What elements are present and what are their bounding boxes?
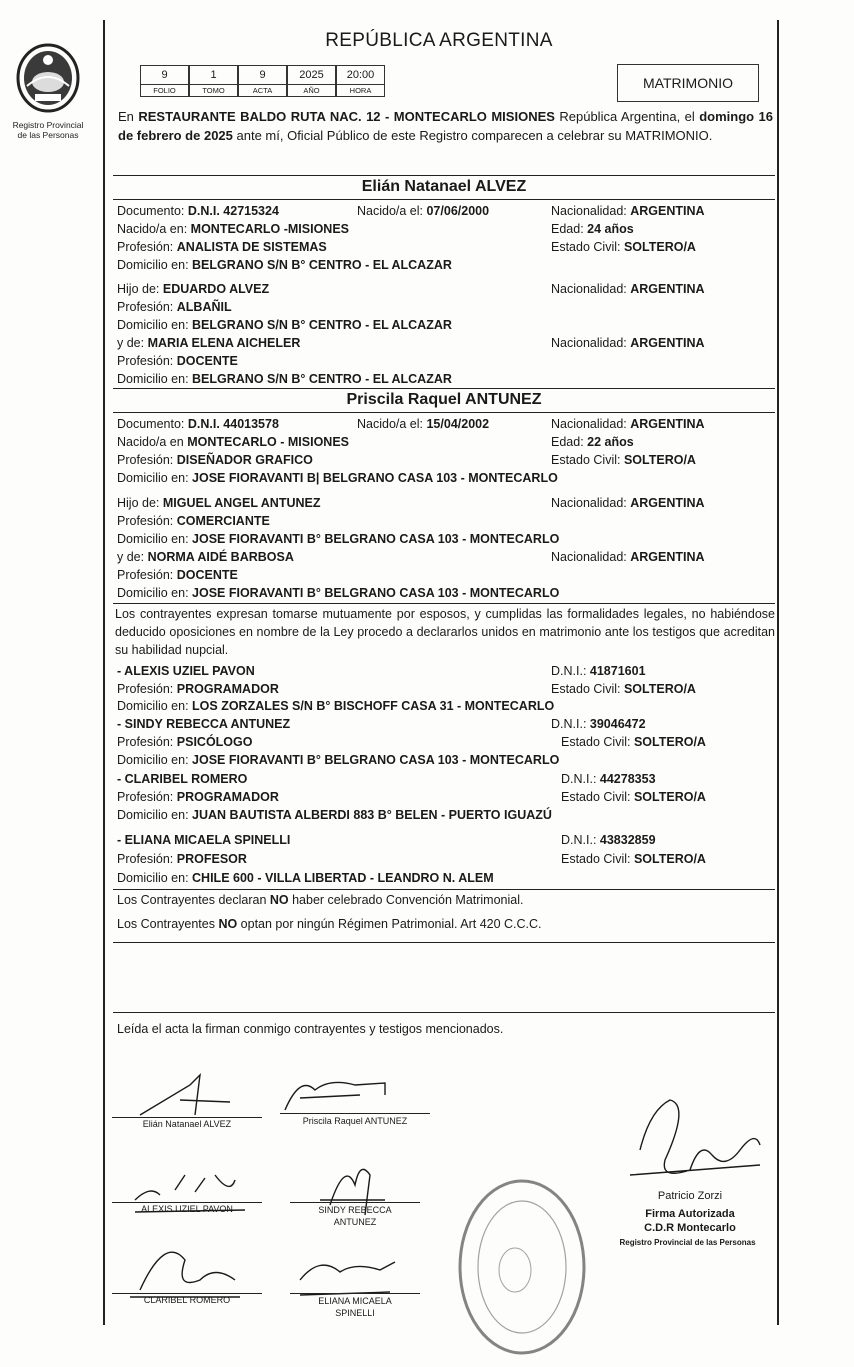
spouse1-row: Documento: D.N.I. 42715324 Nacido/a el: 07/06/2000 Nacionalidad: ARGENTINA xyxy=(117,204,705,218)
signature-scribble xyxy=(140,1075,230,1115)
signature-label-witness1: ALEXIS UZIEL PAVON xyxy=(141,1204,233,1214)
code-hour: 20:00 HORA xyxy=(336,65,385,97)
signature-line xyxy=(112,1117,262,1118)
signature-label-spouse1: Elián Natanael ALVEZ xyxy=(142,1119,232,1129)
regime-note: Los Contrayentes NO optan por ningún Régimen Patrimonial. Art 420 C.C.C. xyxy=(117,917,542,931)
signature-line xyxy=(112,1293,262,1294)
spouse1-row: Profesión: ALBAÑIL xyxy=(117,300,232,314)
spouse1-row: Nacido/a en: MONTECARLO -MISIONES Edad: 24 años xyxy=(117,222,634,236)
signature-scribble xyxy=(300,1262,395,1295)
spouse2-row: y de: NORMA AIDÉ BARBOSA Nacionalidad: ARGENTINA xyxy=(117,550,705,564)
code-acta: 9 ACTA xyxy=(238,65,287,97)
spouse1-row: Domicilio en: BELGRANO S/N B° CENTRO - EL ALCAZAR xyxy=(117,318,452,332)
code-year: 2025 AÑO xyxy=(287,65,336,97)
spouse2-row: Domicilio en: JOSE FIORAVANTI B° BELGRANO CASA 103 - MONTECARLO xyxy=(117,532,560,546)
spouse1-name: Elián Natanael ALVEZ xyxy=(361,178,527,195)
spouse1-row: y de: MARIA ELENA AICHELER Nacionalidad: ARGENTINA xyxy=(117,336,705,350)
witness-row: Domicilio en: JUAN BAUTISTA ALBERDI 883 B° BELEN - PUERTO IGUAZÚ xyxy=(117,808,552,822)
witness-row: - SINDY REBECCA ANTUNEZ D.N.I.: 39046472 xyxy=(117,717,646,731)
witness-row: Profesión: PROFESOR Estado Civil: SOLTERO/A xyxy=(117,852,706,866)
code-tomo: 1 TOMO xyxy=(189,65,238,97)
page-title: REPÚBLICA ARGENTINA xyxy=(325,30,553,51)
official-stamp-icon xyxy=(455,1175,590,1360)
official-title: Firma Autorizada xyxy=(645,1208,735,1220)
witness-row: Profesión: PROGRAMADOR Estado Civil: SOLTERO/A xyxy=(117,682,696,696)
witness-row: - ELIANA MICAELA SPINELLI D.N.I.: 43832859 xyxy=(117,833,656,847)
spouse2-row: Profesión: COMERCIANTE xyxy=(117,514,270,528)
official-name: Patricio Zorzi xyxy=(657,1190,723,1202)
intro-paragraph: En RESTAURANTE BALDO RUTA NAC. 12 - MONTECARLO MISIONES República Argentina, el domingo 16 de febrero de 2025 ante mí, Oficial Público de este Registro comparecen a celebrar su MATRIMONIO. xyxy=(118,109,773,143)
signature-line xyxy=(290,1202,420,1203)
official-office: C.D.R Montecarlo xyxy=(644,1222,736,1234)
signature-scribble xyxy=(130,1252,240,1297)
declaration-paragraph: Los contrayentes expresan tomarse mutuamente por esposos, y cumplidas las formalidades legales, no habiéndose deducido oposiciones en nombre de la Ley procedo a declararlos unidos en matrimonio ante los testigos que acreditan su habilidad nupcial. xyxy=(115,607,775,657)
witness-row: Domicilio en: CHILE 600 - VILLA LIBERTAD - LEANDRO N. ALEM xyxy=(117,871,494,885)
spouse2-row: Domicilio en: JOSE FIORAVANTI B| BELGRANO CASA 103 - MONTECARLO xyxy=(117,471,558,485)
witness-row: Profesión: PROGRAMADOR Estado Civil: SOLTERO/A xyxy=(117,790,706,804)
spouse2-row: Hijo de: MIGUEL ANGEL ANTUNEZ Nacionalidad: ARGENTINA xyxy=(117,496,705,510)
logo-caption-1: Registro Provincial xyxy=(12,120,84,130)
signature-label-witness4b: SPINELLI xyxy=(335,1308,375,1318)
spouse1-row: Domicilio en: BELGRANO S/N B° CENTRO - EL ALCAZAR xyxy=(117,372,452,386)
witness-row: Domicilio en: LOS ZORZALES S/N B° BISCHOFF CASA 31 - MONTECARLO xyxy=(117,699,555,713)
signature-line xyxy=(280,1113,430,1114)
signature-line xyxy=(290,1293,420,1294)
signature-label-witness3: CLARIBEL ROMERO xyxy=(143,1295,231,1305)
signature-line xyxy=(112,1202,262,1203)
spouse1-row: Profesión: ANALISTA DE SISTEMAS Estado Civil: SOLTERO/A xyxy=(117,240,696,254)
closing-statement: Leída el acta la firman conmigo contrayentes y testigos mencionados. xyxy=(117,1022,504,1036)
spouse2-name: Priscila Raquel ANTUNEZ xyxy=(346,391,542,408)
spouse2-row: Profesión: DOCENTE xyxy=(117,568,238,582)
witness-row: Profesión: PSICÓLOGO Estado Civil: SOLTERO/A xyxy=(117,735,706,749)
code-folio: 9 FOLIO xyxy=(140,65,189,97)
act-type: MATRIMONIO xyxy=(617,64,759,102)
logo-caption-2: de las Personas xyxy=(17,130,79,140)
signature-label-witness2b: ANTUNEZ xyxy=(333,1217,377,1227)
signature-label-witness4a: ELIANA MICAELA xyxy=(318,1296,392,1306)
signature-scribble xyxy=(630,1100,760,1175)
spouse2-row: Domicilio en: JOSE FIORAVANTI B° BELGRANO CASA 103 - MONTECARLO xyxy=(117,586,560,600)
convention-note: Los Contrayentes declaran NO haber celebrado Convención Matrimonial. xyxy=(117,893,524,907)
official-registry: Registro Provincial de las Personas xyxy=(619,1238,756,1247)
witness-row: - ALEXIS UZIEL PAVON D.N.I.: 41871601 xyxy=(117,664,646,678)
spouse2-row: Nacido/a en MONTECARLO - MISIONES Edad: 22 años xyxy=(117,435,634,449)
signature-label-spouse2: Priscila Raquel ANTUNEZ xyxy=(302,1116,408,1126)
signature-label-witness2a: SINDY REBECCA xyxy=(318,1205,392,1215)
spouse2-row: Profesión: DISEÑADOR GRAFICO Estado Civil: SOLTERO/A xyxy=(117,453,696,467)
spouse2-row: Documento: D.N.I. 44013578 Nacido/a el: 15/04/2002 Nacionalidad: ARGENTINA xyxy=(117,417,705,431)
signature-scribble xyxy=(285,1082,385,1110)
witness-row: Domicilio en: JOSE FIORAVANTI B° BELGRANO CASA 103 - MONTECARLO xyxy=(117,753,560,767)
spouse1-row: Hijo de: EDUARDO ALVEZ Nacionalidad: ARGENTINA xyxy=(117,282,705,296)
spouse1-row: Profesión: DOCENTE xyxy=(117,354,238,368)
witness-row: - CLARIBEL ROMERO D.N.I.: 44278353 xyxy=(117,772,656,786)
spouse1-row: Domicilio en: BELGRANO S/N B° CENTRO - EL ALCAZAR xyxy=(117,258,452,272)
